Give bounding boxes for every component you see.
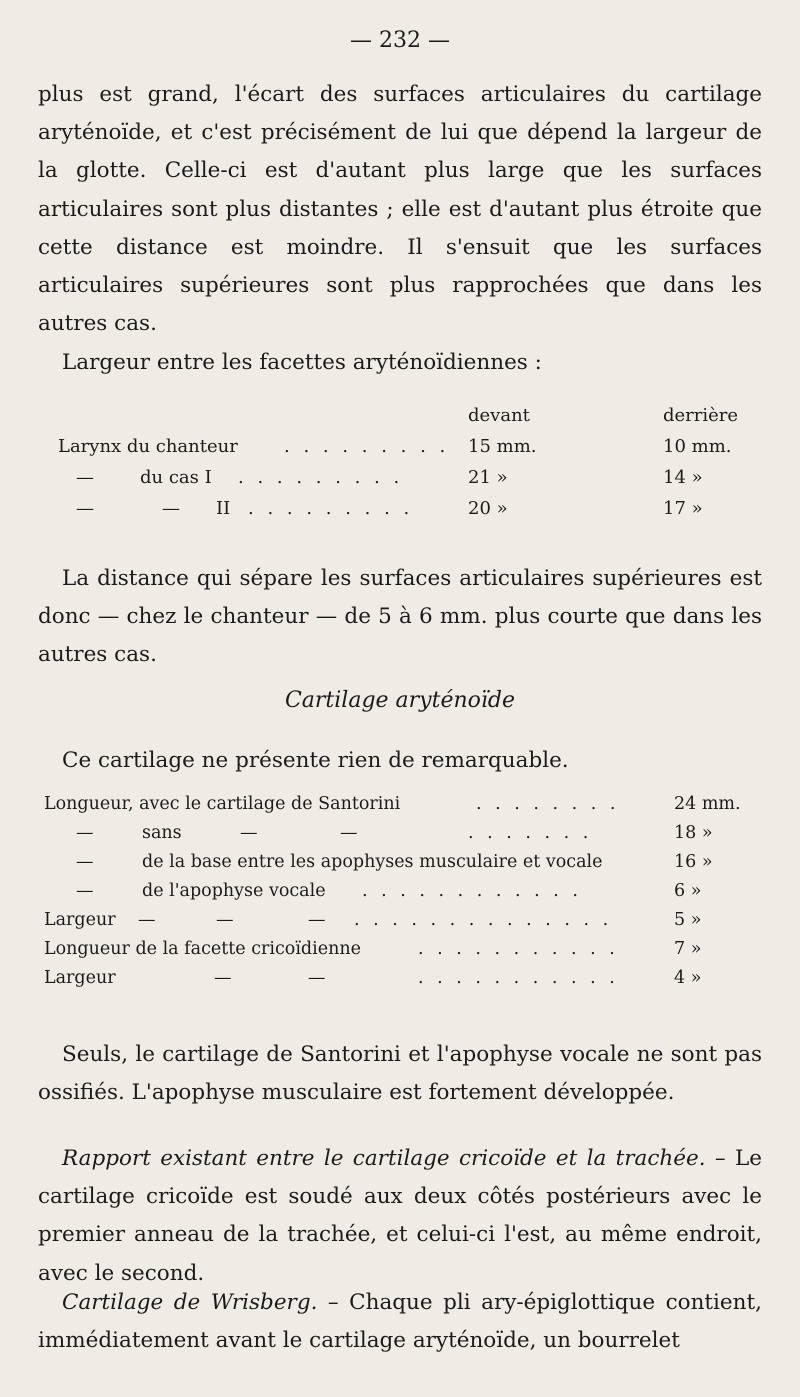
row-leaders: . . . . . . . . . . . . . . <box>354 910 613 930</box>
row-dash-3: — <box>216 910 234 930</box>
row-leaders: . . . . . . . <box>468 823 593 843</box>
row-value: 24 mm. <box>674 794 741 814</box>
paragraph-title: Rapport existant entre le cartilage cricoïde et la trachée. <box>62 1146 706 1171</box>
table-arytenoid-dimensions <box>44 794 766 997</box>
row-leaders: . . . . . . . . . . . <box>418 968 619 988</box>
paragraph-distance: La distance qui sépare les surfaces articulaires supérieures est donc — chez le chanteur — de 5 à 6 mm. plus courte que dans les autres cas. <box>38 566 762 668</box>
table-row <box>44 939 766 968</box>
row-dash: — <box>76 498 94 519</box>
section-heading: Cartilage aryténoïde <box>284 688 516 713</box>
row-leaders: . . . . . . . . . <box>248 498 414 519</box>
paragraph-text: – Le cartilage cricoïde est soudé aux deux côtés postérieurs avec le premier anneau de la trachée, et celui-ci l'est, au même endroit, avec le second. <box>38 1146 762 1286</box>
row-label: Largeur <box>44 910 116 930</box>
row-label: de l'apophyse vocale <box>142 881 326 901</box>
table-row <box>44 823 766 852</box>
paragraph-text: – Chaque pli ary-épiglottique contient, immédiatement avant le cartilage aryténoïde, un bourrelet <box>38 1290 762 1354</box>
paragraph-cricoid-trachea <box>38 1140 762 1293</box>
table-row <box>44 910 766 939</box>
row-back: 14 » <box>663 467 703 488</box>
row-label: du cas I <box>140 467 212 488</box>
table-row <box>58 436 758 467</box>
row-label: Larynx du chanteur <box>58 436 238 457</box>
row-dash: — <box>76 881 94 901</box>
paragraph-table-intro: Largeur entre les facettes aryténoïdiennes : <box>62 350 542 375</box>
table-row <box>58 467 758 498</box>
row-dash-4: — <box>308 910 326 930</box>
row-label: sans <box>142 823 182 843</box>
paragraph-glottis: plus est grand, l'écart des surfaces articulaires du cartilage aryténoïde, et c'est précisément de lui que dépend la largeur de la glotte. Celle-ci est d'autant plus large que les surfaces articulaires sont plus distantes ; elle est d'autant plus étroite que cette distance est moindre. Il s'ensuit que les surfaces articulaires supérieures sont plus rapprochées que dans les autres cas. <box>38 82 762 337</box>
row-value: 4 » <box>674 968 702 988</box>
header-front: devant <box>468 405 530 426</box>
row-value: 6 » <box>674 881 702 901</box>
row-label: Longueur, avec le cartilage de Santorini <box>44 794 401 814</box>
table-row <box>58 498 758 529</box>
paragraph-ossification: Seuls, le cartilage de Santorini et l'apophyse vocale ne sont pas ossifiés. L'apophyse musculaire est fortement développée. <box>38 1042 762 1106</box>
paragraph-remarkable: Ce cartilage ne présente rien de remarquable. <box>62 748 569 773</box>
row-label: Longueur de la facette cricoïdienne <box>44 939 361 959</box>
row-front: 21 » <box>468 467 508 488</box>
row-dash: — <box>76 467 94 488</box>
row-value: 7 » <box>674 939 702 959</box>
row-dash-3: — <box>214 968 232 988</box>
row-dash: — <box>76 823 94 843</box>
row-label: de la base entre les apophyses musculaire et vocale <box>142 852 603 872</box>
row-leaders: . . . . . . . . <box>476 794 620 814</box>
row-label: II <box>216 498 231 519</box>
table-arytenoid-facets <box>58 405 758 529</box>
table-row <box>44 881 766 910</box>
row-dash-3: — <box>340 823 358 843</box>
table-header-row <box>58 405 758 436</box>
row-dash-2: — <box>162 498 180 519</box>
row-back: 17 » <box>663 498 703 519</box>
row-leaders: . . . . . . . . . . . . <box>362 881 582 901</box>
row-dash-2: — <box>240 823 258 843</box>
row-value: 18 » <box>674 823 713 843</box>
row-dash-2: — <box>138 910 156 930</box>
row-value: 5 » <box>674 910 702 930</box>
row-leaders: . . . . . . . . . <box>238 467 404 488</box>
table-row <box>44 852 766 881</box>
row-label: Largeur <box>44 968 116 988</box>
row-front: 20 » <box>468 498 508 519</box>
row-leaders: . . . . . . . . . . . <box>418 939 619 959</box>
row-front: 15 mm. <box>468 436 537 457</box>
page-number: — 232 — <box>350 28 450 53</box>
paragraph-title: Cartilage de Wrisberg. <box>62 1290 318 1315</box>
row-dash-4: — <box>308 968 326 988</box>
table-row <box>44 794 766 823</box>
paragraph-wrisberg <box>38 1284 762 1360</box>
row-leaders: . . . . . . . . . <box>284 436 450 457</box>
row-value: 16 » <box>674 852 713 872</box>
table-row <box>44 968 766 997</box>
header-back: derrière <box>663 405 739 426</box>
row-dash: — <box>76 852 94 872</box>
row-back: 10 mm. <box>663 436 732 457</box>
